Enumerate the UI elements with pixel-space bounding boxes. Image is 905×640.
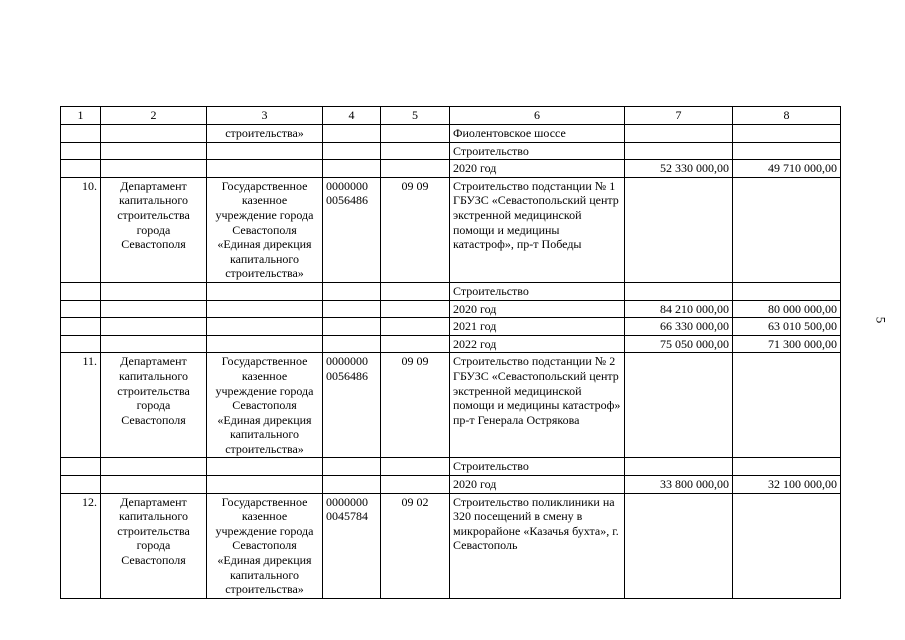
header-cell: 8 (733, 107, 841, 125)
code-cell: 0000000 0056486 (323, 177, 381, 282)
department-cell: Департамент капитального строительства города Севастополя (101, 353, 207, 458)
entry-number: 11. (61, 353, 101, 458)
agency-cell: строительства» (207, 125, 323, 143)
table-row (61, 493, 841, 598)
table-row (61, 300, 841, 318)
section-cell: 09 02 (381, 493, 450, 598)
amount-cell: 84 210 000,00 (625, 300, 733, 318)
amount-cell: 63 010 500,00 (733, 318, 841, 336)
year-cell: 2020 год (450, 476, 625, 494)
header-cell: 2 (101, 107, 207, 125)
type-cell: Строительство (450, 458, 625, 476)
year-cell: 2020 год (450, 300, 625, 318)
amount-cell: 33 800 000,00 (625, 476, 733, 494)
agency-cell: Государственное казенное учреждение города Севастополя «Единая дирекция капитального строительства» (207, 177, 323, 282)
object-cell: Строительство подстанции № 2 ГБУЗС «Севастопольский центр экстренной медицинской помощи и медицины катастроф» пр-т Генерала Острякова (450, 353, 625, 458)
table-row (61, 458, 841, 476)
section-cell: 09 09 (381, 177, 450, 282)
header-cell: 5 (381, 107, 450, 125)
entry-number: 12. (61, 493, 101, 598)
amount-cell: 71 300 000,00 (733, 335, 841, 353)
amount-cell: 80 000 000,00 (733, 300, 841, 318)
budget-table (60, 106, 841, 599)
code-cell: 0000000 0045784 (323, 493, 381, 598)
code-cell: 0000000 0056486 (323, 353, 381, 458)
amount-cell: 75 050 000,00 (625, 335, 733, 353)
year-cell: 2020 год (450, 160, 625, 178)
table-row (61, 282, 841, 300)
header-cell: 4 (323, 107, 381, 125)
table-row (61, 177, 841, 282)
amount-cell: 52 330 000,00 (625, 160, 733, 178)
header-cell: 6 (450, 107, 625, 125)
department-cell: Департамент капитального строительства города Севастополя (101, 177, 207, 282)
object-cell: Строительство подстанции № 1 ГБУЗС «Севастопольский центр экстренной медицинской помощи и медицины катастроф», пр-т Победы (450, 177, 625, 282)
table-row (61, 318, 841, 336)
object-cell: Фиолентовское шоссе (450, 125, 625, 143)
agency-cell: Государственное казенное учреждение города Севастополя «Единая дирекция капитального строительства» (207, 353, 323, 458)
type-cell: Строительство (450, 282, 625, 300)
object-cell: Строительство поликлиники на 320 посещений в смену в микрорайоне «Казачья бухта», г. Севастополь (450, 493, 625, 598)
year-cell: 2021 год (450, 318, 625, 336)
agency-cell: Государственное казенное учреждение города Севастополя «Единая дирекция капитального строительства» (207, 493, 323, 598)
type-cell: Строительство (450, 142, 625, 160)
department-cell: Департамент капитального строительства города Севастополя (101, 493, 207, 598)
amount-cell: 32 100 000,00 (733, 476, 841, 494)
amount-cell: 66 330 000,00 (625, 318, 733, 336)
table-row (61, 476, 841, 494)
page-number: 5 (873, 316, 889, 324)
amount-cell: 49 710 000,00 (733, 160, 841, 178)
header-cell: 1 (61, 107, 101, 125)
section-cell: 09 09 (381, 353, 450, 458)
header-cell: 3 (207, 107, 323, 125)
entry-number: 10. (61, 177, 101, 282)
table-row (61, 335, 841, 353)
table-row (61, 160, 841, 178)
table-row (61, 142, 841, 160)
header-cell: 7 (625, 107, 733, 125)
table-row (61, 125, 841, 143)
table-row (61, 353, 841, 458)
year-cell: 2022 год (450, 335, 625, 353)
header-row (61, 107, 841, 125)
